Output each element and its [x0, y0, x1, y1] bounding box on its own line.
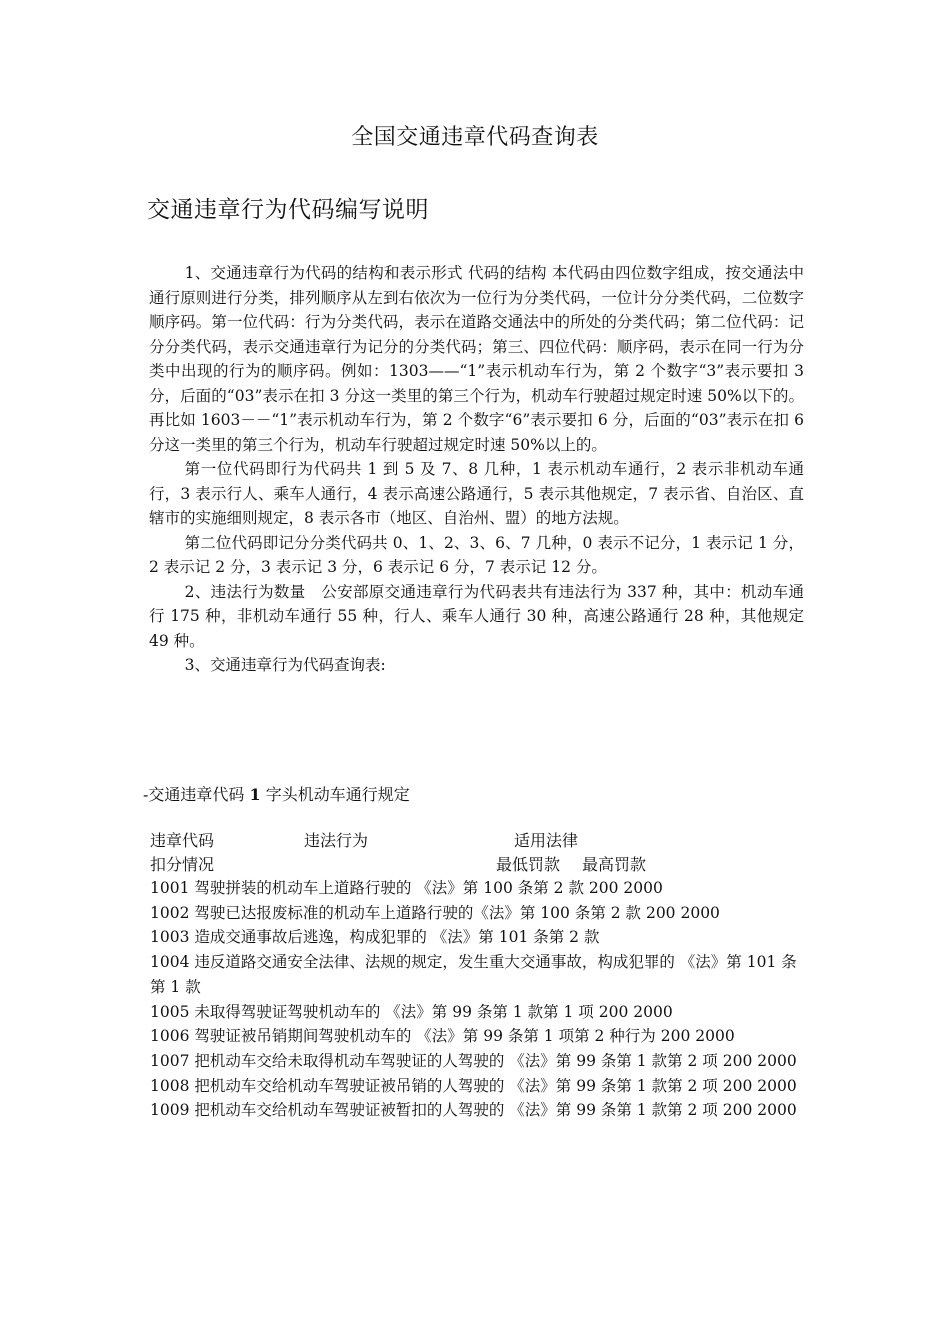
header-law: 适用法律: [514, 831, 579, 850]
list-item: 1004 违反道路交通安全法律、法规的规定，发生重大交通事故，构成犯罪的 《法》第 101 条第 1 款: [150, 953, 797, 996]
section-title-prefix: -交通违章代码: [143, 785, 250, 804]
header-code: 违章代码: [150, 831, 215, 850]
paragraph-first-digit: 第一位代码即行为代码共 1 到 5 及 7、8 几种，1 表示机动车通行，2 表示非机动车通行，3 表示行人、乘车人通行，4 表示高速公路通行，5 表示其他规定，7 表示省、自治区、直辖市的实施细则规定，8 表示各市（地区、自治州、盟）的地方法规。: [149, 460, 804, 527]
list-item: 1008 把机动车交给机动车驾驶证被吊销的人驾驶的 《法》第 99 条第 1 款第 2 项 200 2000: [150, 1076, 797, 1095]
list-item: 1001 驾驶拼装的机动车上道路行驶的 《法》第 100 条第 2 款 200 2000: [150, 879, 663, 897]
list-item: 1007 把机动车交给未取得机动车驾驶证的人驾驶的 《法》第 99 条第 1 款第 2 项 200 2000: [150, 1051, 797, 1070]
list-item: 1005 未取得驾驶证驾驶机动车的 《法》第 99 条第 1 款第 1 项 200 2000: [150, 1002, 673, 1021]
list-item: 1009 把机动车交给机动车驾驶证被暂扣的人驾驶的 《法》第 99 条第 1 款第 2 项 200 2000: [150, 1101, 797, 1120]
header-behavior: 违法行为: [304, 831, 369, 850]
list-item: 1003 造成交通事故后逃逸，构成犯罪的 《法》第 101 条第 2 款: [150, 928, 600, 947]
section-title-digit: 1: [249, 785, 261, 804]
list-item: 1006 驾驶证被吊销期间驾驶机动车的 《法》第 99 条第 1 项第 2 种行为 200 2000: [150, 1027, 735, 1046]
header-points: 扣分情况: [150, 855, 215, 874]
section-heading: 交通违章行为代码编写说明: [147, 197, 429, 223]
code-section-title: [143, 782, 410, 805]
paragraph-query-table: 3、交通违章行为代码查询表:: [184, 656, 386, 674]
document-title: 全国交通违章代码查询表: [351, 125, 599, 150]
paragraph-violation-count: 2、违法行为数量 公安部原交通违章行为代码表共有违法行为 337 种，其中：机动车通行 175 种，非机动车通行 55 种，行人、乘车人通行 30 种，高速公路通行 28 种，其他规定 49 种。: [149, 582, 804, 650]
header-min-fine: 最低罚款: [496, 855, 561, 874]
violation-list: [150, 876, 805, 1123]
section-title-suffix: 字头机动车通行规定: [260, 785, 410, 804]
table-header: [150, 828, 810, 878]
list-item: 1002 驾驶已达报废标准的机动车上道路行驶的《法》第 100 条第 2 款 200 2000: [150, 903, 720, 922]
paragraph-code-structure: 1、交通违章行为代码的结构和表示形式 代码的结构 本代码由四位数字组成，按交通法中通行原则进行分类，排列顺序从左到右依次为一位行为分类代码，一位计分分类代码，二位数字顺序码。第一位代码：行为分类代码，表示在道路交通法中的所处的分类代码；第二位代码：记分分类代码，表示交通违章行为记分的分类代码；第三、四位代码：顺序码，表示在同一行为分类中出现的行为的顺序码。例如：1303——“1”表示机动车行为，第 2 个数字“3”表示要扣 3 分，后面的“03”表示在扣 3 分这一类里的第三个行为，机动车行驶超过规定时速 50%以下的。再比如 1603－－“1”表示机动车行为，第 2 个数字“6”表示要扣 6 分，后面的“03”表示在扣 6 分这一类里的第三个行为，机动车行驶超过规定时速 50%以上的。: [149, 264, 804, 454]
explanation-body: [149, 261, 804, 678]
paragraph-second-digit: 第二位代码即记分分类代码共 0、1、2、3、6、7 几种，0 表示不记分，1 表示记 1 分，2 表示记 2 分，3 表示记 3 分，6 表示记 6 分，7 表示记 12 分。: [149, 533, 804, 576]
header-max-fine: 最高罚款: [582, 855, 647, 874]
